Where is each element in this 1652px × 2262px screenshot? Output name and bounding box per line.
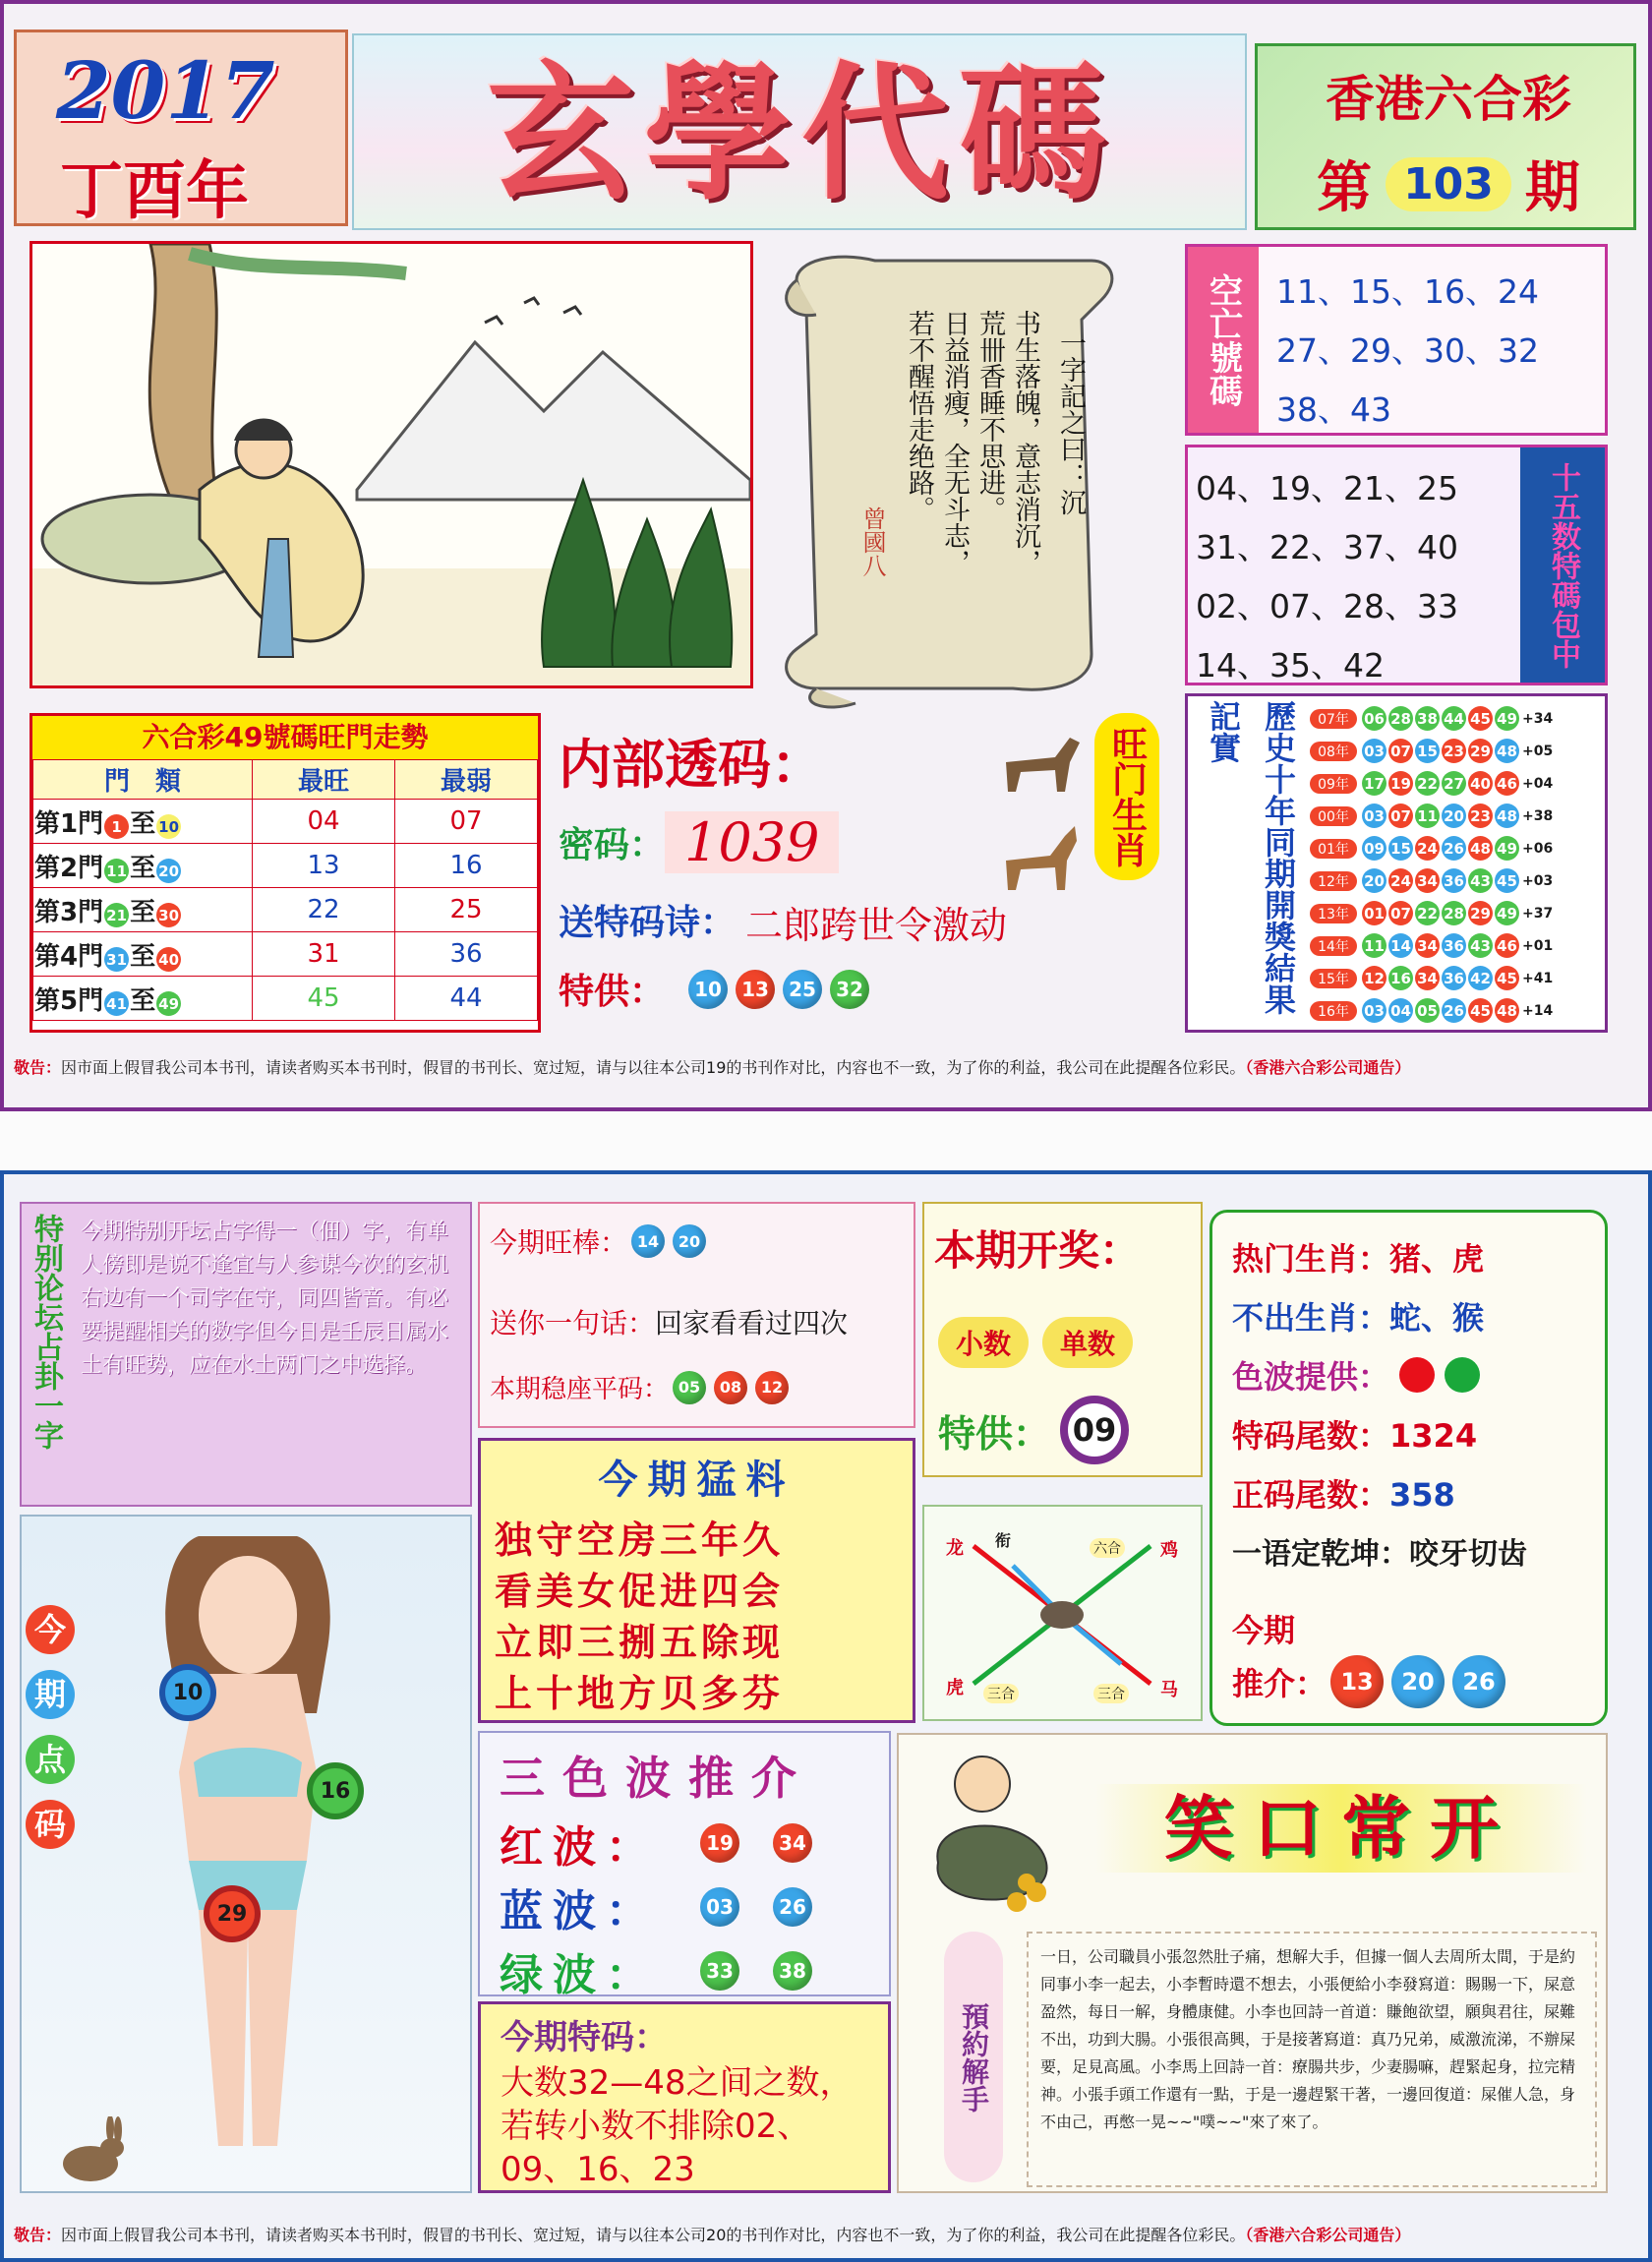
list-item <box>1310 897 1605 929</box>
girl-photo-box <box>20 1515 472 2193</box>
zodiac-label-1: 龙 <box>946 1538 964 1559</box>
issue-number: 103 <box>1386 157 1511 211</box>
wave-row-3 <box>500 1939 816 2002</box>
flat-ball-2: 08 <box>714 1371 747 1404</box>
wave-ball: 03 <box>700 1887 739 1927</box>
zodiac-label-3: 六合 <box>1090 1538 1125 1558</box>
empty-numbers-box <box>1185 244 1608 436</box>
history-issue: 08年 <box>1310 742 1357 761</box>
history-ball: 26 <box>1442 836 1466 861</box>
fifteen-special-label: 十五数特碼包中 <box>1520 447 1605 683</box>
door-to-ball: 20 <box>156 859 181 883</box>
page-gap <box>0 1111 1652 1170</box>
fierce-line-2: 看美女促进四会 <box>495 1570 785 1613</box>
year-cn-text: 丁酉年 <box>60 155 249 228</box>
zodiac-label: 旺门生肖 <box>1094 713 1159 880</box>
wave-line <box>1232 1352 1480 1398</box>
list-item <box>1310 735 1605 767</box>
special-code-box <box>478 2001 891 2193</box>
year-text: 2017 <box>56 44 275 137</box>
history-ball: 04 <box>1388 998 1413 1023</box>
zodiac-label-4: 鸡 <box>1160 1540 1178 1561</box>
three-wave-box <box>478 1731 891 2000</box>
history-special: +38 <box>1522 807 1554 824</box>
history-ball: 14 <box>1388 933 1413 958</box>
door-min: 25 <box>395 888 538 932</box>
main-title: 玄學代碼 <box>486 47 1116 220</box>
special-code-text: 大数32—48之间之数，若转小数不排除02、09、16、23 <box>501 2063 854 2189</box>
history-ball: 29 <box>1468 901 1493 925</box>
scroll-line-2: 书生落魄，意志消沉， <box>1010 310 1040 575</box>
table-row <box>33 888 538 932</box>
history-ball: 38 <box>1415 706 1440 731</box>
history-special: +34 <box>1522 710 1554 727</box>
title-banner <box>352 33 1247 230</box>
history-special: +41 <box>1522 970 1554 986</box>
door-from-ball: 41 <box>104 991 129 1016</box>
rabbit-icon <box>51 2116 130 2185</box>
flat-label: 本期稳座平码： <box>490 1375 670 1404</box>
publisher-box <box>1255 43 1636 230</box>
door-name: 第2門 <box>34 853 104 883</box>
rec-ball-3: 26 <box>1452 1655 1505 1708</box>
door-header-min: 最弱 <box>395 760 538 800</box>
list-item <box>1310 800 1605 832</box>
door-name: 第5門 <box>34 985 104 1016</box>
history-issue: 09年 <box>1310 774 1357 794</box>
history-ball: 24 <box>1415 836 1440 861</box>
history-ball: 43 <box>1468 868 1493 893</box>
wang-line <box>490 1221 710 1261</box>
table-row <box>33 977 538 1021</box>
history-special: +03 <box>1522 872 1554 889</box>
door-max: 31 <box>253 932 395 977</box>
door-min: 44 <box>395 977 538 1021</box>
fierce-box <box>478 1438 915 1723</box>
door-from-ball: 1 <box>104 814 129 839</box>
wave-row-1 <box>500 1812 816 1875</box>
history-ball: 17 <box>1362 771 1386 796</box>
zodiac-diagram-box <box>922 1505 1203 1721</box>
special-label: 特供： <box>559 972 666 1012</box>
scholar-picture-icon <box>32 244 750 686</box>
door-mid: 至 <box>130 808 156 839</box>
scroll-line-5: 若不醒悟走绝路。 <box>904 310 934 522</box>
history-issue: 01年 <box>1310 839 1357 859</box>
forum-box <box>20 1202 472 1507</box>
fifteen-special-box <box>1185 445 1608 685</box>
list-item <box>1310 702 1605 735</box>
door-min: 36 <box>395 932 538 977</box>
flat-line <box>490 1369 793 1405</box>
history-ball: 23 <box>1442 739 1466 763</box>
notice-top-text: 因市面上假冒我公司本书刊，请读者购买本书刊时，假冒的书刊长、宽过短，请与以往本公司19的书刊作对比，内容也不一致，为了你的利益，我公司在此提醒各位彩民。 <box>61 1058 1246 1077</box>
hot-label: 热门生肖： <box>1232 1240 1390 1278</box>
history-issue: 12年 <box>1310 871 1357 891</box>
history-label-text: 歷史十年同期開獎結果記實 <box>1205 700 1297 1015</box>
door-cell <box>33 844 253 888</box>
history-ball: 45 <box>1468 998 1493 1023</box>
notice-bottom <box>4 2215 1648 2254</box>
poem-line <box>559 895 1007 949</box>
draw-tag-1: 小数 <box>938 1317 1029 1368</box>
door-name: 第1門 <box>34 808 104 839</box>
door-mid: 至 <box>130 941 156 972</box>
history-ball: 19 <box>1388 771 1413 796</box>
rec-label-2: 推介： <box>1232 1665 1328 1702</box>
zheng-label: 正码尾数： <box>1232 1476 1390 1514</box>
history-ball: 44 <box>1442 706 1466 731</box>
door-mid: 至 <box>130 853 156 883</box>
history-special: +01 <box>1522 937 1554 954</box>
draw-box <box>922 1202 1203 1477</box>
history-special: +05 <box>1522 743 1554 759</box>
history-ball: 34 <box>1415 966 1440 990</box>
side-label-4: 码 <box>26 1800 75 1849</box>
side-label-1: 今 <box>26 1605 75 1654</box>
door-from-ball: 11 <box>104 859 129 883</box>
scroll-line-4: 日益消瘦，全无斗志， <box>939 310 970 575</box>
password-line <box>559 811 839 873</box>
list-item <box>1310 864 1605 897</box>
zodiac-label-2: 衔 <box>995 1531 1012 1550</box>
joke-side-label: 預約解手 <box>944 1932 1003 2182</box>
history-issue: 15年 <box>1310 969 1357 988</box>
door-max: 13 <box>253 844 395 888</box>
history-ball: 01 <box>1362 901 1386 925</box>
history-ball: 03 <box>1362 998 1386 1023</box>
history-ball: 22 <box>1415 901 1440 925</box>
girl-ball-3: 29 <box>204 1885 261 1942</box>
history-issue: 13年 <box>1310 904 1357 923</box>
wave-row-2 <box>500 1875 816 1938</box>
rec-ball-2: 20 <box>1391 1655 1445 1708</box>
zodiac-label-5: 虎 <box>946 1678 964 1698</box>
tail-value: 1324 <box>1389 1417 1478 1455</box>
history-ball: 11 <box>1415 804 1440 828</box>
door-mid: 至 <box>130 897 156 927</box>
history-ball: 20 <box>1362 868 1386 893</box>
table-row <box>33 800 538 844</box>
history-ball: 15 <box>1388 836 1413 861</box>
wave-ball: 26 <box>773 1887 812 1927</box>
history-ball: 23 <box>1468 804 1493 828</box>
money-bag-icon <box>918 1745 1066 1922</box>
door-mid: 至 <box>130 985 156 1016</box>
history-ball: 22 <box>1415 771 1440 796</box>
wang-label: 今期旺棒： <box>490 1226 628 1259</box>
flat-ball-1: 05 <box>673 1371 706 1404</box>
list-item <box>1310 767 1605 800</box>
joke-title: 笑口常开 <box>1095 1784 1587 1873</box>
door-name: 第3門 <box>34 897 104 927</box>
wave-ball: 34 <box>773 1823 812 1863</box>
empty-numbers-line-1: 11、15、16、24 <box>1276 272 1539 311</box>
door-max: 45 <box>253 977 395 1021</box>
list-item <box>1310 962 1605 994</box>
history-ball: 16 <box>1388 966 1413 990</box>
scroll-box <box>757 241 1150 713</box>
hot-value: 猪、虎 <box>1389 1240 1485 1278</box>
history-issue: 16年 <box>1310 1001 1357 1021</box>
zodiac-arrows-icon <box>924 1507 1201 1719</box>
special-ball-2: 13 <box>736 970 775 1009</box>
history-ball: 34 <box>1415 933 1440 958</box>
history-special: +14 <box>1522 1002 1554 1019</box>
draw-special-label: 特供： <box>938 1411 1051 1456</box>
history-ball: 48 <box>1468 836 1493 861</box>
history-ball: 36 <box>1442 868 1466 893</box>
history-ball: 43 <box>1468 933 1493 958</box>
wave-ball: 38 <box>773 1951 812 1991</box>
history-ball: 03 <box>1362 739 1386 763</box>
wang-ball-2: 20 <box>673 1224 706 1258</box>
history-ball: 46 <box>1495 933 1519 958</box>
internal-code-box <box>549 713 1178 1033</box>
forum-label: 特别论坛占卦一字 <box>29 1214 63 1450</box>
history-special: +37 <box>1522 905 1554 922</box>
list-item <box>1310 994 1605 1027</box>
zheng-value: 358 <box>1389 1476 1455 1514</box>
history-ball: 45 <box>1468 706 1493 731</box>
forum-text: 今期特别开坛占字得一（佃）字，有单人傍即是说不逢宜与人参谋今次的玄机右边有一个司字在守，同四皆音。有必要提醒相关的数字但今日是壬辰日属水土有旺势，应在水土两门之中选择。 <box>81 1220 449 1378</box>
history-ball: 07 <box>1388 804 1413 828</box>
joke-text: 一日，公司職員小張忽然肚子痛，想解大手，但據一個人去周所太間，于是約同事小李一起去，小李暫時還不想去，小張便給小李發寫道：賜賜一下，屎意盈然，每日一解，身體康健。小李也回詩一首道：賺飽欲望，願與君往，屎難不出，功到大腸。小張很高興，于是接著寫道：真乃兄弟，威激流涕，不辦屎要，足見高風。小李馬上回詩一首：療腸共步，少妻腸嘛，趕緊起身，拉完精神。小張手頭工作還有一點，于是一邊趕緊干著，一邊回復道：屎催人急，身不由己，再憋一晃~~"噗~~"來了來了。 <box>1027 1932 1597 2187</box>
phrase-line <box>490 1302 848 1341</box>
door-table-header <box>33 760 538 800</box>
hot-zodiac-box <box>1210 1210 1608 1726</box>
no-line <box>1232 1293 1484 1339</box>
green-dot-icon <box>1445 1357 1480 1393</box>
side-label-2: 期 <box>26 1670 75 1719</box>
history-ball: 34 <box>1415 868 1440 893</box>
fierce-line-1: 独守空房三年久 <box>495 1518 785 1562</box>
goat-icon <box>996 806 1085 895</box>
issue-prefix: 第 <box>1317 156 1373 220</box>
tail-label: 特码尾数： <box>1232 1417 1390 1455</box>
history-ball: 36 <box>1442 933 1466 958</box>
door-header-type: 門 類 <box>33 760 253 800</box>
door-max: 22 <box>253 888 395 932</box>
door-table-box <box>30 713 541 1033</box>
history-ball: 48 <box>1495 998 1519 1023</box>
door-to-ball: 40 <box>156 947 181 972</box>
special-ball-1: 10 <box>688 970 728 1009</box>
empty-numbers-line-2: 27、29、30、32 <box>1276 331 1539 370</box>
notice-bottom-suffix: （香港六合彩公司通告） <box>1245 2226 1411 2244</box>
draw-special-ball: 09 <box>1060 1396 1129 1464</box>
no-label: 不出生肖： <box>1232 1299 1390 1337</box>
notice-top-prefix: 敬告： <box>14 1058 62 1077</box>
door-to-ball: 30 <box>156 903 181 927</box>
history-ball: 07 <box>1388 901 1413 925</box>
rec-ball-1: 13 <box>1330 1655 1384 1708</box>
issue-line <box>1277 149 1620 218</box>
history-ball: 45 <box>1495 868 1519 893</box>
special-ball-4: 32 <box>830 970 869 1009</box>
poem-text: 二郎跨世令激动 <box>745 904 1008 947</box>
history-ball: 06 <box>1362 706 1386 731</box>
issue-suffix: 期 <box>1524 156 1580 220</box>
history-ball: 03 <box>1362 804 1386 828</box>
wave-row-label: 蓝波： <box>500 1886 659 1936</box>
history-special: +06 <box>1522 840 1554 857</box>
history-issue: 14年 <box>1310 936 1357 956</box>
scholar-illustration <box>30 241 753 688</box>
door-max: 04 <box>253 800 395 844</box>
door-cell <box>33 888 253 932</box>
notice-top-suffix: （香港六合彩公司通告） <box>1245 1058 1411 1077</box>
history-ball: 46 <box>1495 771 1519 796</box>
draw-tag-2: 单数 <box>1042 1317 1133 1368</box>
fifteen-special-line-3: 02、07、28、33 <box>1196 587 1458 625</box>
fifteen-special-line-1: 04、19、21、25 <box>1196 469 1458 507</box>
wave-row-label: 绿波： <box>500 1950 659 2000</box>
door-to-ball: 49 <box>156 991 181 1016</box>
history-ball: 40 <box>1468 771 1493 796</box>
fierce-line-4: 上十地方贝多芬 <box>495 1672 785 1715</box>
rec-line <box>1232 1655 1509 1708</box>
history-ball: 45 <box>1495 966 1519 990</box>
girl-ball-2: 16 <box>307 1762 364 1819</box>
door-table <box>32 759 538 1021</box>
door-to-ball: 10 <box>156 814 181 839</box>
year-box <box>14 30 348 226</box>
three-wave-title: 三色波推介 <box>500 1752 814 1805</box>
history-ball: 29 <box>1468 739 1493 763</box>
zodiac-label-7: 三合 <box>1093 1684 1129 1703</box>
horse-icon <box>996 713 1085 802</box>
zodiac-label-6: 三合 <box>983 1684 1019 1703</box>
history-ball: 28 <box>1442 901 1466 925</box>
saying-label: 一语定乾坤： <box>1232 1537 1409 1572</box>
notice-top <box>4 1047 1648 1087</box>
history-ball: 28 <box>1388 706 1413 731</box>
wave-label: 色波提供： <box>1232 1358 1390 1396</box>
wave-ball: 33 <box>700 1951 739 1991</box>
red-dot-icon <box>1399 1357 1435 1393</box>
wave-ball: 19 <box>700 1823 739 1863</box>
joke-box <box>897 1733 1608 2193</box>
special-line <box>559 964 873 1014</box>
history-ball: 05 <box>1415 998 1440 1023</box>
girl-picture-icon <box>22 1517 472 2193</box>
history-issue: 07年 <box>1310 709 1357 729</box>
history-ball: 11 <box>1362 933 1386 958</box>
history-ball: 09 <box>1362 836 1386 861</box>
door-cell <box>33 932 253 977</box>
special-code-title: 今期特码： <box>501 2018 668 2057</box>
table-row <box>33 844 538 888</box>
history-ball: 42 <box>1468 966 1493 990</box>
door-min: 16 <box>395 844 538 888</box>
history-ball: 12 <box>1362 966 1386 990</box>
side-label <box>26 1605 75 1849</box>
door-min: 07 <box>395 800 538 844</box>
password-value: 1039 <box>665 811 839 873</box>
empty-numbers-line-3: 38、43 <box>1276 390 1391 429</box>
draw-special-line <box>938 1396 1129 1464</box>
list-item <box>1310 929 1605 962</box>
table-row <box>33 932 538 977</box>
history-special: +04 <box>1522 775 1554 792</box>
history-box <box>1185 693 1608 1033</box>
empty-numbers-label: 空亡號碼 <box>1188 247 1259 433</box>
phrase-label: 送你一句话： <box>490 1307 656 1339</box>
history-ball: 20 <box>1442 804 1466 828</box>
history-ball: 48 <box>1495 804 1519 828</box>
history-ball: 15 <box>1415 739 1440 763</box>
history-ball: 07 <box>1388 739 1413 763</box>
wave-row-label: 红波： <box>500 1822 659 1873</box>
door-cell <box>33 800 253 844</box>
history-ball: 49 <box>1495 901 1519 925</box>
fierce-line-3: 立即三捌五除现 <box>495 1621 785 1664</box>
history-ball: 27 <box>1442 771 1466 796</box>
notice-bottom-prefix: 敬告： <box>14 2226 62 2244</box>
poem-label: 送特码诗： <box>559 903 737 943</box>
saying-line <box>1232 1529 1527 1573</box>
door-header-max: 最旺 <box>253 760 395 800</box>
history-ball: 48 <box>1495 739 1519 763</box>
flat-ball-3: 12 <box>755 1371 789 1404</box>
special-ball-3: 25 <box>783 970 822 1009</box>
fierce-title: 今期猛料 <box>598 1458 796 1503</box>
hot-line <box>1232 1234 1484 1280</box>
no-value: 蛇、猴 <box>1389 1299 1485 1337</box>
history-ball: 49 <box>1495 706 1519 731</box>
zodiac-label-8: 马 <box>1160 1680 1178 1700</box>
door-from-ball: 21 <box>104 903 129 927</box>
scroll-line-3: 荒卌香睡不思进。 <box>974 310 1005 522</box>
internal-title: 内部透码： <box>559 734 824 796</box>
door-table-title: 六合彩49號碼旺門走勢 <box>32 716 538 759</box>
history-ball: 24 <box>1388 868 1413 893</box>
saying-value: 咬牙切齿 <box>1409 1537 1527 1572</box>
scroll-line-1: 一字記之曰：沉 <box>1055 329 1086 515</box>
girl-ball-1: 10 <box>159 1664 216 1721</box>
scroll-seal: 曾國八 <box>858 506 886 577</box>
list-item <box>1310 832 1605 864</box>
rec-label-1: 今期 <box>1232 1612 1296 1649</box>
door-cell <box>33 977 253 1021</box>
history-ball: 36 <box>1442 966 1466 990</box>
notice-bottom-text: 因市面上假冒我公司本书刊，请读者购买本书刊时，假冒的书刊长、宽过短，请与以往本公司20的书刊作对比，内容也不一致，为了你的利益，我公司在此提醒各位彩民。 <box>61 2226 1246 2244</box>
publisher-name: 香港六合彩 <box>1326 71 1571 128</box>
fifteen-special-line-4: 14、35、42 <box>1196 646 1385 685</box>
history-label <box>1192 700 1310 1028</box>
wang-ball-1: 14 <box>631 1224 665 1258</box>
side-label-3: 点 <box>26 1735 75 1784</box>
draw-title: 本期开奖： <box>934 1226 1142 1275</box>
phrase-text: 回家看看过四次 <box>655 1307 849 1339</box>
door-from-ball: 31 <box>104 947 129 972</box>
wang-box <box>478 1202 915 1428</box>
tail-line <box>1232 1411 1477 1457</box>
draw-tags <box>938 1317 1133 1368</box>
zheng-line <box>1232 1470 1455 1516</box>
fifteen-special-line-2: 31、22、37、40 <box>1196 528 1458 566</box>
door-name: 第4門 <box>34 941 104 972</box>
history-ball: 49 <box>1495 836 1519 861</box>
password-label: 密码： <box>559 825 666 865</box>
history-issue: 00年 <box>1310 806 1357 826</box>
history-ball: 26 <box>1442 998 1466 1023</box>
history-rows <box>1310 702 1605 1027</box>
